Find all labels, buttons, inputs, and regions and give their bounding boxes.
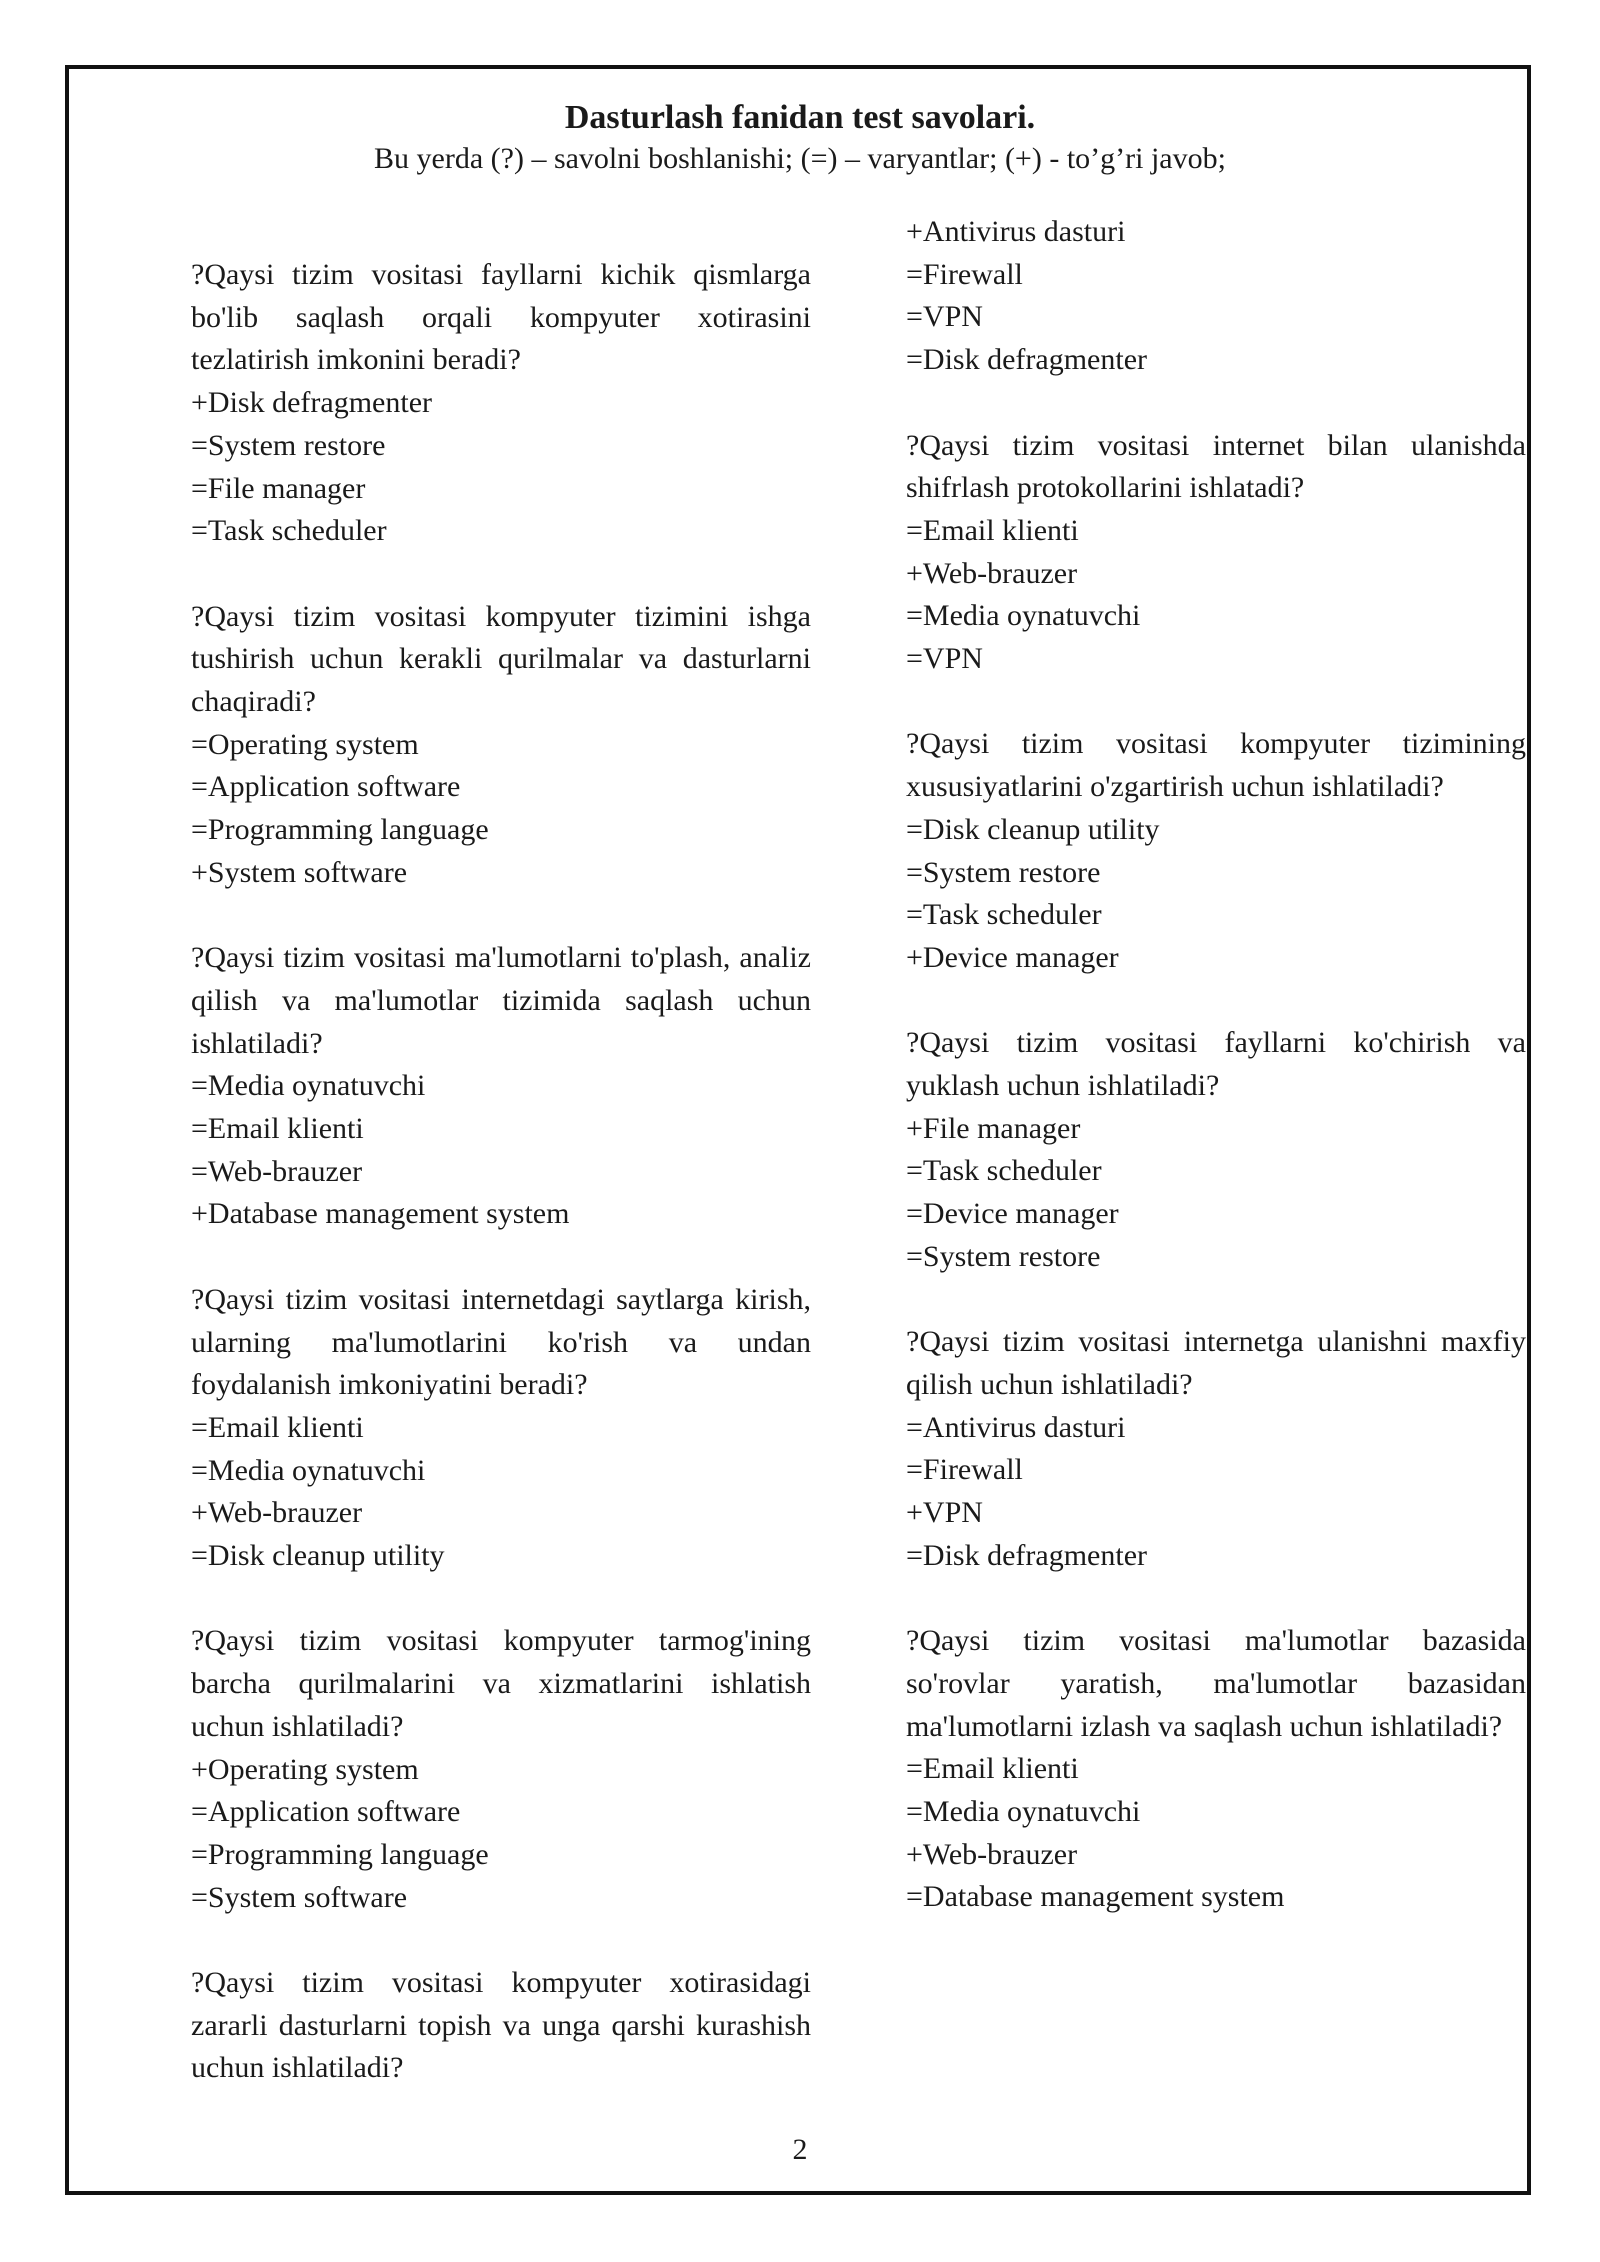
answer-option: =Disk cleanup utility: [906, 812, 1160, 846]
question-text: ?Qaysi tizim vositasi fayllarni kichik qismlarga bo'lib saqlash orqali kompyuter xotirasini tezlatirish imkonini beradi?: [191, 258, 811, 377]
answer-option: +VPN: [906, 1496, 983, 1530]
page-subtitle: Bu yerda (?) – savolni boshlanishi; (=) – varyantlar; (+) - to’g’ri javob;: [374, 142, 1226, 175]
answer-option: =Media oynatuvchi: [906, 599, 1141, 633]
answer-option: =Operating system: [191, 727, 419, 761]
answer-option: +File manager: [906, 1111, 1081, 1145]
question-text: ?Qaysi tizim vositasi internetga ulanishni maxfiy qilish uchun ishlatiladi?: [906, 1325, 1526, 1401]
answer-option: =Programming language: [191, 1837, 489, 1871]
question-block: [906, 425, 1526, 681]
answer-option: =Task scheduler: [906, 898, 1102, 932]
answer-option: =Application software: [191, 1795, 461, 1829]
answer-option: =File manager: [191, 471, 366, 505]
spacer: [906, 1279, 1526, 1322]
answer-option: =Web-brauzer: [191, 1154, 363, 1188]
page-title: Dasturlash fanidan test savolari.: [564, 99, 1036, 136]
answer-option: =Disk defragmenter: [906, 343, 1147, 377]
question-block: [191, 1620, 811, 1919]
page-number: 2: [792, 2133, 808, 2166]
answer-option: +Antivirus dasturi: [906, 215, 1126, 248]
question-block: [191, 596, 811, 895]
question-block: [191, 254, 811, 553]
question-block: [906, 723, 1526, 979]
answer-option: =VPN: [906, 642, 983, 676]
answer-option: =Programming language: [191, 813, 489, 847]
question-text: ?Qaysi tizim vositasi internet bilan ulanishda shifrlash protokollarini ishlatadi?: [906, 428, 1526, 505]
answer-option: =Task scheduler: [191, 514, 387, 548]
answer-option: +Disk defragmenter: [191, 386, 432, 420]
answer-option: =Task scheduler: [906, 1154, 1102, 1188]
spacer: [906, 382, 1526, 425]
answer-option: =Disk defragmenter: [906, 1538, 1147, 1572]
answer-option: =Firewall: [906, 1453, 1023, 1487]
answer-option: =Media oynatuvchi: [191, 1069, 426, 1103]
question-text: ?Qaysi tizim vositasi kompyuter tizimini ishga tushirish uchun kerakli qurilmalar va dasturlarni chaqiradi?: [191, 599, 811, 719]
answer-option: =Device manager: [906, 1197, 1119, 1231]
question-block: [191, 1962, 811, 2090]
question-block: [906, 1620, 1526, 1919]
answer-option: =Email klienti: [906, 1752, 1079, 1786]
answer-option: +Web-brauzer: [906, 1837, 1078, 1871]
question-text: ?Qaysi tizim vositasi ma'lumotlar bazasida so'rovlar yaratish, ma'lumotlar bazasidan ma'lumotlarni izlash va saqlash uchun ishlatiladi?: [906, 1624, 1526, 1743]
answer-option: +Web-brauzer: [191, 1496, 363, 1530]
question-text: ?Qaysi tizim vositasi kompyuter xotirasidagi zararli dasturlarni topish va unga qarshi kurashish uchun ishlatiladi?: [191, 1966, 811, 2085]
question-block: [191, 937, 811, 1236]
right-column: [906, 211, 1526, 1919]
left-column: [191, 254, 811, 2090]
answer-option: =Firewall: [906, 257, 1023, 291]
answer-option: =Email klienti: [906, 513, 1079, 547]
answer-option: =System restore: [191, 428, 386, 462]
spacer: [191, 1578, 811, 1621]
answer-option: +Operating system: [191, 1752, 419, 1786]
question-text: ?Qaysi tizim vositasi fayllarni ko'chirish va yuklash uchun ishlatiladi?: [906, 1026, 1526, 1103]
question-block: [906, 1321, 1526, 1577]
spacer: [191, 1236, 811, 1279]
spacer: [906, 1577, 1526, 1620]
question-text: ?Qaysi tizim vositasi internetdagi saytlarga kirish, ularning ma'lumotlarini ko'rish va undan foydalanish imkoniyatini beradi?: [191, 1282, 811, 1402]
question-text: ?Qaysi tizim vositasi kompyuter tizimining xususiyatlarini o'zgartirish uchun ishlatiladi?: [906, 727, 1526, 804]
answer-option: +System software: [191, 855, 408, 889]
question-block: [906, 211, 1526, 382]
question-block: [906, 1022, 1526, 1278]
answer-option: +Web-brauzer: [906, 556, 1078, 590]
spacer: [191, 1919, 811, 1962]
question-block: [191, 1279, 811, 1578]
answer-option: =System restore: [906, 1239, 1101, 1273]
answer-option: =System restore: [906, 855, 1101, 889]
spacer: [191, 553, 811, 596]
answer-option: =Application software: [191, 770, 461, 804]
spacer: [191, 895, 811, 938]
answer-option: =Media oynatuvchi: [906, 1794, 1141, 1828]
spacer: [906, 980, 1526, 1023]
answer-option: =Database management system: [906, 1880, 1285, 1914]
answer-option: +Device manager: [906, 940, 1119, 974]
question-text: ?Qaysi tizim vositasi kompyuter tarmog'ining barcha qurilmalarini va xizmatlarini ishlatish uchun ishlatiladi?: [191, 1624, 811, 1743]
answer-option: =Email klienti: [191, 1410, 364, 1444]
answer-option: =Antivirus dasturi: [906, 1410, 1126, 1444]
answer-option: =Email klienti: [191, 1112, 364, 1146]
answer-option: =System software: [191, 1880, 408, 1914]
answer-option: =VPN: [906, 300, 983, 334]
answer-option: =Media oynatuvchi: [191, 1453, 426, 1487]
question-text: ?Qaysi tizim vositasi ma'lumotlarni to'plash, analiz qilish va ma'lumotlar tizimida saqlash uchun ishlatiladi?: [191, 941, 811, 1060]
answer-option: +Database management system: [191, 1197, 570, 1231]
spacer: [906, 681, 1526, 724]
answer-option: =Disk cleanup utility: [191, 1539, 445, 1573]
